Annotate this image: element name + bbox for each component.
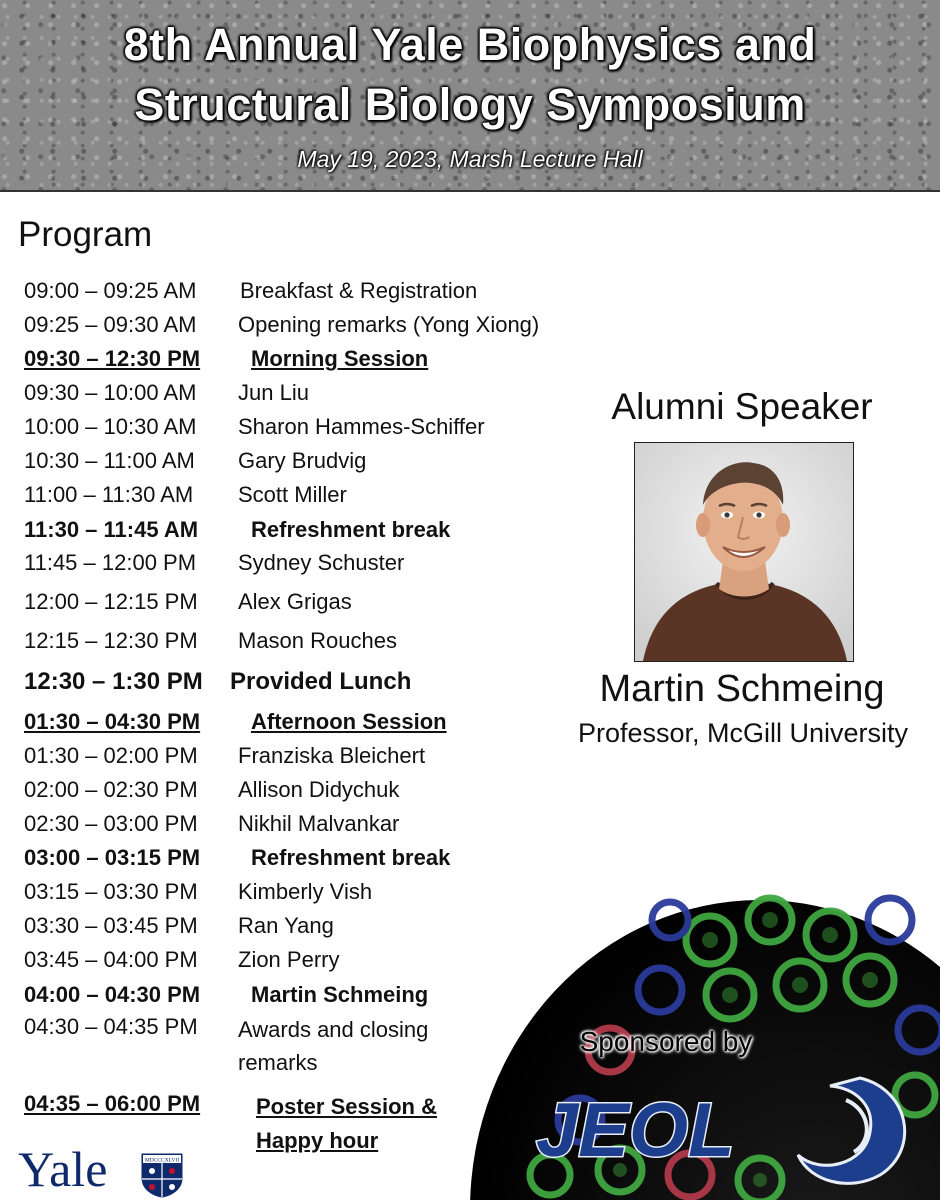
program-row bbox=[24, 627, 397, 655]
program-row bbox=[24, 588, 352, 616]
program-row bbox=[24, 311, 539, 339]
row-time: 03:30 – 03:45 PM bbox=[24, 913, 198, 938]
program-row bbox=[24, 379, 309, 407]
row-time: 01:30 – 02:00 PM bbox=[24, 743, 198, 768]
row-item: Mason Rouches bbox=[238, 628, 397, 653]
row-item: Provided Lunch bbox=[230, 668, 412, 695]
row-time: 11:45 – 12:00 PM bbox=[24, 550, 197, 575]
program-heading: Program bbox=[18, 215, 153, 254]
row-time: 10:30 – 11:00 AM bbox=[24, 448, 195, 473]
row-item: Awards and closing remarks bbox=[238, 1017, 429, 1075]
row-item: Ran Yang bbox=[238, 913, 334, 938]
header-banner bbox=[0, 0, 940, 192]
row-item: Scott Miller bbox=[238, 482, 347, 507]
program-row bbox=[24, 1013, 498, 1079]
row-time: 04:00 – 04:30 PM bbox=[24, 982, 201, 1007]
row-time: 12:00 – 12:15 PM bbox=[24, 589, 198, 614]
row-time: 01:30 – 04:30 PM bbox=[24, 709, 201, 734]
program-row bbox=[24, 549, 404, 577]
row-item: Gary Brudvig bbox=[238, 448, 367, 473]
row-item: Morning Session bbox=[251, 346, 429, 371]
keynote-row bbox=[24, 981, 428, 1009]
row-time: 11:30 – 11:45 AM bbox=[24, 517, 199, 542]
program-row bbox=[24, 946, 339, 974]
program-row bbox=[24, 447, 366, 475]
title-line-2: Structural Biology Symposium bbox=[134, 79, 806, 130]
row-time: 09:30 – 10:00 AM bbox=[24, 380, 197, 405]
program-row bbox=[24, 742, 425, 770]
row-item: Refreshment break bbox=[251, 517, 451, 542]
program-row bbox=[24, 810, 399, 838]
speaker-photo bbox=[634, 442, 854, 662]
program-row bbox=[24, 481, 347, 509]
row-item: Sydney Schuster bbox=[238, 550, 405, 575]
row-time: 02:30 – 03:00 PM bbox=[24, 811, 198, 836]
shield-motto: MDCCCXLVII bbox=[144, 1157, 180, 1164]
row-item: Alex Grigas bbox=[238, 589, 352, 614]
row-item: Zion Perry bbox=[238, 947, 340, 972]
jeol-wordmark: JEOL bbox=[536, 1088, 735, 1173]
program-row bbox=[24, 413, 485, 441]
yale-wordmark: Yale bbox=[18, 1141, 108, 1197]
row-item: Franziska Bleichert bbox=[238, 743, 426, 768]
row-time: 03:45 – 04:00 PM bbox=[24, 947, 198, 972]
jeol-logo bbox=[530, 1070, 910, 1190]
row-item: Afternoon Session bbox=[251, 709, 447, 734]
break-row bbox=[24, 516, 450, 544]
yale-shield-icon bbox=[140, 1152, 184, 1198]
session-header-morning bbox=[24, 345, 428, 373]
alumni-speaker-heading: Alumni Speaker bbox=[611, 386, 873, 427]
row-time: 11:00 – 11:30 AM bbox=[24, 482, 194, 507]
row-item: Opening remarks (Yong Xiong) bbox=[238, 312, 540, 337]
row-item: Nikhil Malvankar bbox=[238, 811, 400, 836]
row-time: 03:15 – 03:30 PM bbox=[24, 879, 198, 904]
row-time: 12:15 – 12:30 PM bbox=[24, 628, 198, 653]
speaker-affiliation: Professor, McGill University bbox=[577, 718, 909, 748]
row-time: 04:35 – 06:00 PM bbox=[24, 1091, 201, 1116]
speaker-portrait-image bbox=[635, 443, 853, 661]
row-item: Martin Schmeing bbox=[251, 982, 429, 1007]
break-row bbox=[24, 844, 450, 872]
row-time: 09:00 – 09:25 AM bbox=[24, 278, 197, 303]
program-row bbox=[24, 277, 477, 305]
program-row bbox=[24, 878, 372, 906]
row-item: Breakfast & Registration bbox=[240, 278, 478, 303]
row-item: Refreshment break bbox=[251, 845, 451, 870]
program-row bbox=[24, 912, 334, 940]
row-time: 09:25 – 09:30 AM bbox=[24, 312, 197, 337]
row-time: 03:00 – 03:15 PM bbox=[24, 845, 201, 870]
title-line-1: 8th Annual Yale Biophysics and bbox=[123, 19, 817, 70]
speaker-name: Martin Schmeing bbox=[599, 668, 885, 710]
row-item: Poster Session & Happy hour bbox=[256, 1094, 437, 1153]
date-venue: May 19, 2023, Marsh Lecture Hall bbox=[297, 146, 643, 172]
row-time: 12:30 – 1:30 PM bbox=[24, 668, 203, 695]
row-item: Sharon Hammes-Schiffer bbox=[238, 414, 485, 439]
row-time: 10:00 – 10:30 AM bbox=[24, 414, 197, 439]
row-time: 04:30 – 04:35 PM bbox=[24, 1014, 198, 1039]
sponsored-by-label: Sponsored by bbox=[579, 1026, 753, 1057]
row-item: Kimberly Vish bbox=[238, 879, 373, 904]
program-row bbox=[24, 776, 399, 804]
row-time: 09:30 – 12:30 PM bbox=[24, 346, 201, 371]
row-time: 02:00 – 02:30 PM bbox=[24, 777, 198, 802]
row-item: Jun Liu bbox=[238, 380, 309, 405]
lunch-row bbox=[24, 668, 411, 696]
session-header-afternoon bbox=[24, 708, 447, 736]
row-item: Allison Didychuk bbox=[238, 777, 400, 802]
